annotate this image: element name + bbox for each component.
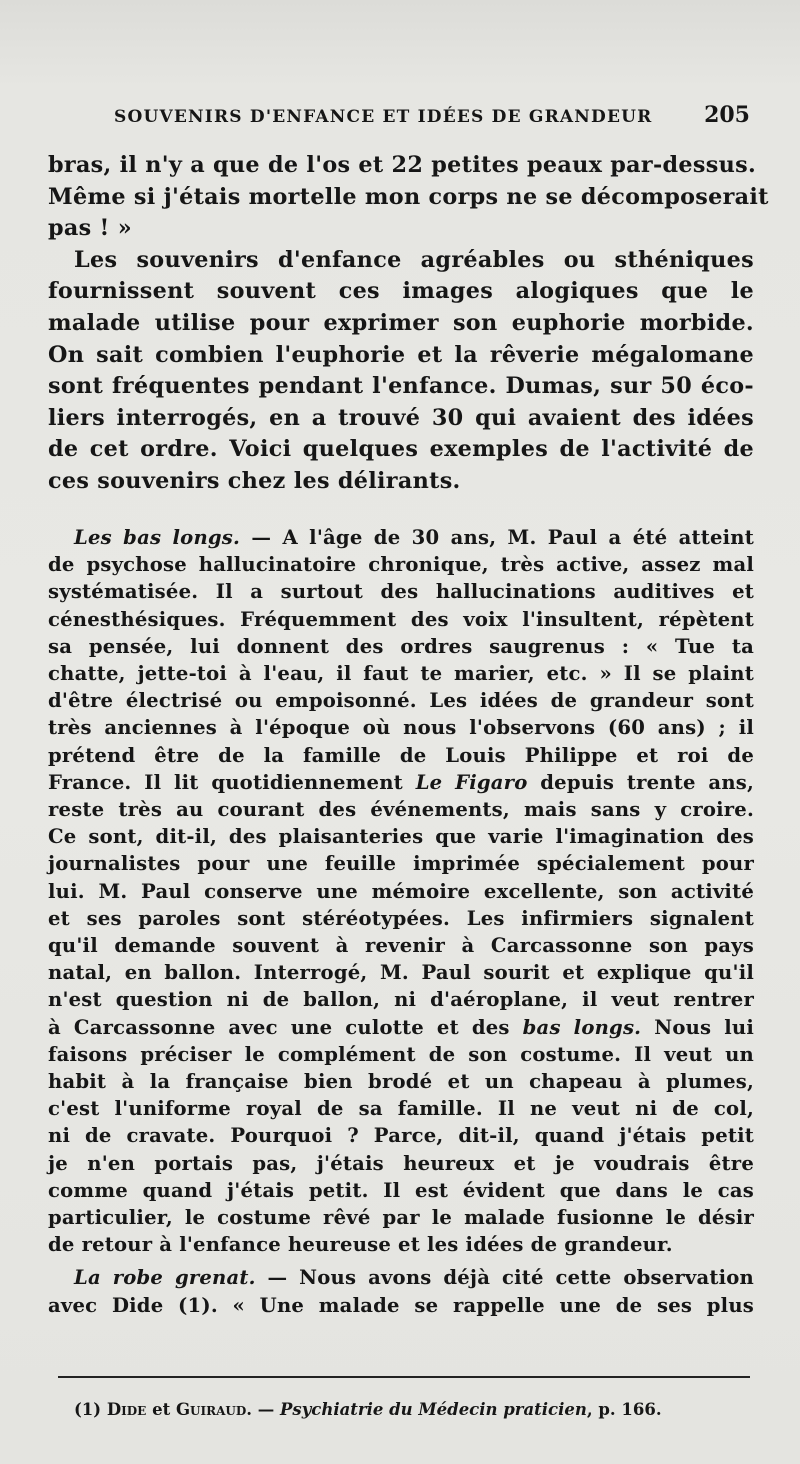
text-line: de retour à l'enfance heureuse et les idées de grandeur.: [48, 1233, 673, 1257]
newspaper-title: Le Figaro: [415, 770, 528, 794]
footnote-marker: (1): [74, 1400, 107, 1419]
text-line: fournissent souvent ces images alogiques que le: [48, 278, 754, 305]
text-line: bras, il n'y a que de l'os et 22 petites peaux par-dessus.: [48, 152, 757, 178]
text-line: n'est question ni de ballon, ni d'aéroplane, il veut rentrer: [48, 988, 754, 1012]
body-paragraph-block: [48, 150, 769, 498]
text-line: journalistes pour une feuille imprimée spécialement pour: [48, 852, 754, 876]
text-line: chatte, jette-toi à l'eau, il faut te marier, etc. » Il se plaint: [48, 662, 754, 686]
case-report-block: [48, 524, 754, 1319]
text-line: de cet ordre. Voici quelques exemples de l'activité de: [48, 436, 754, 463]
text-line: [48, 1014, 754, 1041]
footnote-page: , p. 166.: [586, 1400, 662, 1419]
text-line: d'être électrisé ou empoisonné. Les idées de grandeur sont: [48, 689, 754, 713]
footnote-divider: [58, 1376, 750, 1378]
text-line: c'est l'uniforme royal de sa famille. Il ne veut ni de col,: [48, 1097, 754, 1121]
footnote-author: Dide: [106, 1400, 147, 1419]
text-line: et ses paroles sont stéréotypées. Les infirmiers signalent: [48, 906, 754, 930]
text-line: Ce sont, dit-il, des plaisanteries que varie l'imagination des: [48, 825, 754, 849]
text-line: habit à la française bien brodé et un chapeau à plumes,: [48, 1070, 754, 1094]
text-line: ces souvenirs chez les délirants.: [48, 467, 461, 494]
running-title: SOUVENIRS D'ENFANCE ET IDÉES DE GRANDEUR: [114, 107, 653, 127]
text-line: Les souvenirs d'enfance agréables ou sthéniques: [74, 246, 754, 273]
text-line: On sait combien l'euphorie et la rêverie mégalomane: [48, 341, 754, 368]
footnote: [74, 1400, 734, 1419]
text-fragment: à Carcassonne avec une culotte et des: [48, 1015, 523, 1039]
text-line: avec Dide (1). « Une malade se rappelle une de ses plus: [48, 1293, 754, 1317]
footnote-dash: . —: [246, 1400, 280, 1419]
text-line: lui. M. Paul conserve une mémoire excellente, son activité: [48, 879, 754, 903]
text-line: pas ! »: [48, 215, 132, 242]
text-fragment: Nous lui: [641, 1015, 754, 1039]
case-heading-robe-grenat: La robe grenat.: [74, 1266, 256, 1290]
text-fragment: — A l'âge de 30 ans, M. Paul a été atteint: [240, 526, 754, 549]
text-line: prétend être de la famille de Louis Philippe et roi de: [48, 743, 754, 767]
footnote-author: Guiraud: [175, 1400, 247, 1419]
text-line: reste très au courant des événements, mais sans y croire.: [48, 798, 754, 822]
footnote-book-title: Psychiatrie du Médecin praticien: [280, 1400, 587, 1419]
text-line: sont fréquentes pendant l'enfance. Dumas, sur 50 éco-: [48, 373, 754, 400]
text-line: liers interrogés, en a trouvé 30 qui avaient des idées: [48, 404, 754, 431]
text-line: très anciennes à l'époque où nous l'observons (60 ans) ; il: [48, 716, 754, 740]
text-line: systématisée. Il a surtout des hallucinations auditives et: [48, 580, 754, 604]
text-line: qu'il demande souvent à revenir à Carcassonne son pays: [48, 934, 754, 958]
page-number: 205: [704, 102, 750, 128]
italic-phrase: bas longs.: [522, 1015, 642, 1039]
footnote-connector: et: [146, 1400, 176, 1419]
text-fragment: depuis trente ans,: [527, 770, 755, 794]
page-header: [114, 102, 750, 128]
text-line: je n'en portais pas, j'étais heureux et je voudrais être: [48, 1151, 754, 1175]
text-line: malade utilise pour exprimer son euphorie morbide.: [48, 309, 754, 336]
case-heading-bas-longs: Les bas longs.: [74, 526, 241, 549]
text-line: faisons préciser le complément de son costume. Il veut un: [48, 1042, 754, 1066]
text-line: natal, en ballon. Interrogé, M. Paul sourit et explique qu'il: [48, 961, 754, 985]
text-line: de psychose hallucinatoire chronique, très active, assez mal: [48, 553, 754, 577]
text-line: sa pensée, lui donnent des ordres saugrenus : « Tue ta: [48, 634, 754, 658]
text-fragment: — Nous avons déjà cité cette observation: [255, 1266, 754, 1290]
text-line: ni de cravate. Pourquoi ? Parce, dit-il, quand j'étais petit: [48, 1124, 754, 1148]
text-line: Même si j'étais mortelle mon corps ne se décomposerait: [48, 183, 769, 210]
case-heading-line: [48, 1264, 754, 1291]
text-fragment: France. Il lit quotidiennement: [48, 770, 416, 794]
text-line: [48, 769, 754, 796]
text-line: particulier, le costume rêvé par le malade fusionne le désir: [48, 1206, 754, 1230]
text-line: cénesthésiques. Fréquemment des voix l'insultent, répètent: [48, 607, 754, 631]
case-heading-line: [48, 524, 754, 551]
text-line: comme quand j'étais petit. Il est évident que dans le cas: [48, 1178, 754, 1202]
